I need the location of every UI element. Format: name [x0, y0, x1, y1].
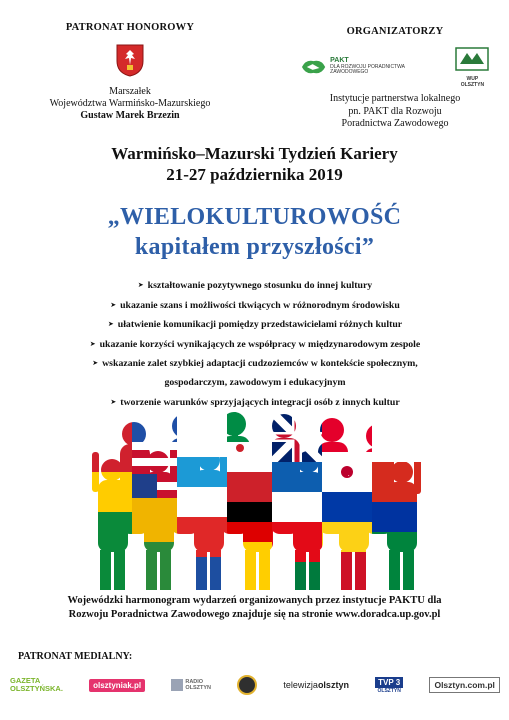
organizers-line-1: Instytucje partnerstwa lokalnego: [329, 93, 461, 104]
event-dates: 21-27 października 2019: [166, 165, 343, 184]
list-item-continuation: gospodarczym, zawodowym i edukacyjnym: [164, 376, 346, 388]
patronage-label: PATRONAT HONOROWY: [65, 22, 195, 33]
olsztyn-com-logo: Olsztyn.com.pl: [429, 677, 499, 693]
crest-icon: [115, 43, 145, 77]
arrow-bullet-icon: ➤: [89, 339, 96, 348]
organizers-line-3: Poradnictwa Zawodowego: [341, 118, 449, 129]
arrow-bullet-icon: ➤: [110, 397, 117, 406]
tvp3-olsztyn-logo: TVP 3 OLSZTYN: [375, 677, 403, 694]
honorary-patronage: [30, 22, 230, 122]
olsztyniak-logo: olsztyniak.pl: [89, 679, 145, 692]
radio-olsztyn-logo: RADIO OLSZTYN: [171, 679, 211, 691]
arrow-bullet-icon: ➤: [110, 300, 117, 309]
arrow-bullet-icon: ➤: [107, 320, 114, 329]
list-item: ➤ ukazanie szans i możliwości tkwiących w różnorodnym środowisku: [110, 299, 400, 311]
list-item: ➤ ukazanie korzyści wynikających ze współpracy w międzynarodowym zespole: [89, 338, 421, 350]
list-item: ➤ kształtowanie pozytywnego stosunku do innej kultury: [137, 280, 373, 291]
event-title: Warmińsko–Mazurski Tydzień Kariery: [111, 144, 398, 163]
list-item: ➤ wskazanie zalet szybkiej adaptacji cudzoziemców w kontekście społecznym,: [92, 358, 418, 370]
organizers-line-2: pn. PAKT dla Rozwoju: [348, 105, 442, 117]
schedule-info-line-2: Rozwoju Poradnictwa Zawodowego znajduje się na stronie www.doradca.up.gov.pl: [68, 609, 441, 620]
list-item: ➤ ułatwienie komunikacji pomiędzy przedstawicielami różnych kultur: [107, 319, 403, 331]
media-logos: [10, 672, 500, 698]
flag-people-illustration: [92, 412, 422, 592]
list-item: ➤ tworzenie warunków sprzyjających integracji osób z innych kultur: [110, 396, 400, 408]
pakt-logo-icon: PAKT DLA ROZWOJU PORADNICTWA ZAWODOWEGO: [300, 57, 441, 77]
slogan-line-1: „WIELOKULTUROWOŚĆ: [107, 204, 402, 230]
media-patronage-label: PATRONAT MEDIALNY:: [18, 651, 133, 662]
gazeta-olsztynska-logo: GAZETA OLSZTYŃSKA.: [10, 676, 63, 693]
patron-title: Marszałek: [109, 86, 151, 97]
goals-list: [40, 276, 470, 412]
organizer-logos: [300, 49, 490, 88]
telewizja-olsztyn-logo: telewizjaolsztyn: [283, 680, 349, 690]
wup-logo-icon: WUP OLSZTYN: [455, 47, 490, 88]
round-media-logo-icon: [237, 675, 257, 695]
patron-name: Gustaw Marek Brzezin: [80, 110, 180, 121]
schedule-info-line-1: Wojewódzki harmonogram wydarzeń organizowanych przez instytucje PAKTU dla: [67, 595, 442, 606]
organizers-label: ORGANIZATORZY: [346, 26, 444, 37]
organizers: [300, 26, 490, 131]
arrow-bullet-icon: ➤: [92, 359, 99, 368]
slogan-line-2: kapitałem przyszłości”: [134, 234, 375, 260]
schedule-info: [20, 594, 489, 622]
arrow-bullet-icon: ➤: [137, 281, 144, 289]
patron-region: Województwa Warmińsko-Mazurskiego: [49, 98, 211, 109]
